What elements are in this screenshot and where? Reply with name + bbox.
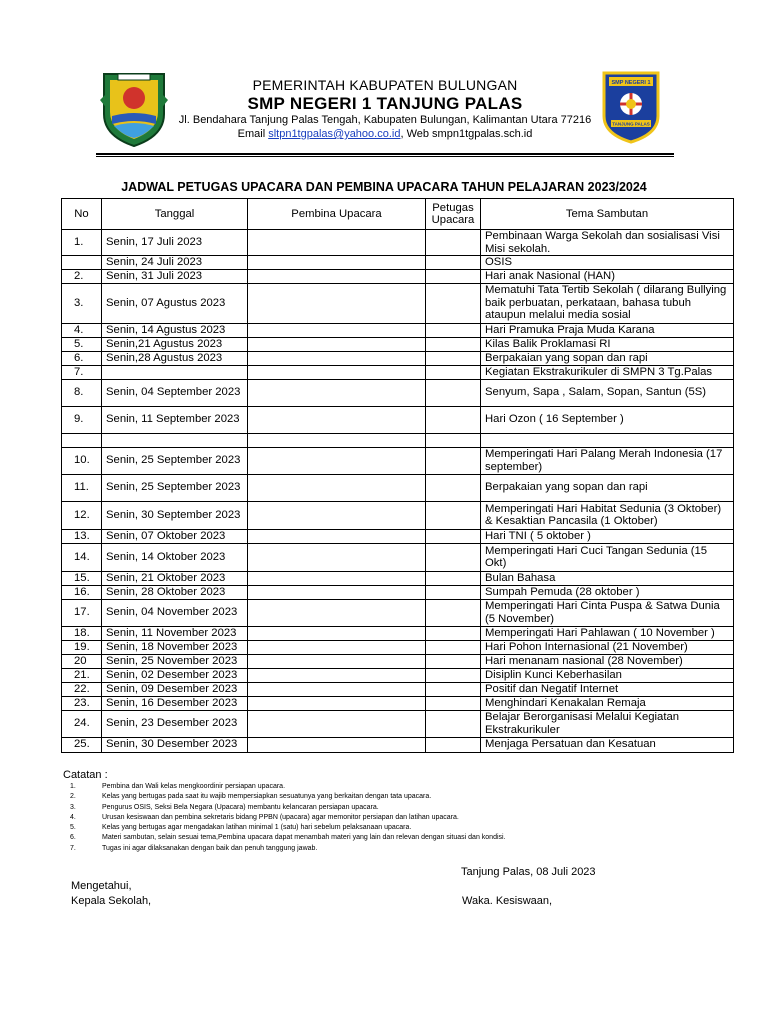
table-row [62, 256, 734, 270]
row-pembina [248, 474, 426, 501]
row-petugas [426, 406, 481, 433]
row-petugas [426, 599, 481, 626]
row-petugas [426, 379, 481, 406]
row-pembina [248, 696, 426, 710]
note-item [70, 823, 506, 833]
note-item [70, 844, 506, 854]
note-item [70, 833, 506, 843]
row-petugas [426, 529, 481, 543]
row-tanggal: Senin, 25 November 2023 [102, 654, 248, 668]
row-pembina [248, 710, 426, 737]
row-pembina [248, 668, 426, 682]
row-petugas [426, 283, 481, 323]
row-pembina [248, 501, 426, 529]
row-petugas [426, 256, 481, 270]
row-tanggal: Senin, 11 September 2023 [102, 406, 248, 433]
table-row [62, 599, 734, 626]
row-pembina [248, 447, 426, 474]
row-petugas [426, 682, 481, 696]
row-tanggal: Senin, 18 November 2023 [102, 640, 248, 654]
row-petugas [426, 351, 481, 365]
row-petugas [426, 433, 481, 447]
row-tanggal: Senin, 23 Desember 2023 [102, 710, 248, 737]
row-tanggal: Senin, 11 November 2023 [102, 626, 248, 640]
note-number: 5. [70, 824, 76, 832]
emblem-top-text: SMP NEGERI 1 [611, 80, 651, 86]
table-row [62, 323, 734, 337]
row-no: 10. [62, 447, 102, 474]
row-tema: Kegiatan Ekstrakurikuler di SMPN 3 Tg.Palas [481, 365, 734, 379]
row-petugas [426, 543, 481, 571]
row-no: 25. [62, 737, 102, 752]
row-pembina [248, 230, 426, 256]
school-contact [170, 128, 600, 140]
row-petugas [426, 230, 481, 256]
row-tema: Hari Pohon Internasional (21 November) [481, 640, 734, 654]
row-tanggal [102, 433, 248, 447]
header-divider [96, 153, 674, 155]
row-tema: Mematuhi Tata Tertib Sekolah ( dilarang Bullying baik perbuatan, perkataan, bahasa tubuh ataupun melalui media sosial [481, 283, 734, 323]
row-petugas [426, 737, 481, 752]
row-pembina [248, 379, 426, 406]
row-petugas [426, 323, 481, 337]
table-row [62, 543, 734, 571]
row-no: 24. [62, 710, 102, 737]
row-pembina [248, 365, 426, 379]
row-no: 23. [62, 696, 102, 710]
note-text: Kelas yang bertugas agar mengadakan latihan minimal 1 (satu) hari sebelum pelaksanaan upacara. [102, 824, 412, 832]
row-no: 4. [62, 323, 102, 337]
row-tanggal: Senin, 30 Desember 2023 [102, 737, 248, 752]
row-no: 20 [62, 654, 102, 668]
row-tanggal: Senin, 14 Oktober 2023 [102, 543, 248, 571]
row-no: 11. [62, 474, 102, 501]
table-row [62, 710, 734, 737]
table-row [62, 351, 734, 365]
row-tema: OSIS [481, 256, 734, 270]
table-row [62, 379, 734, 406]
row-tema: Hari Ozon ( 16 September ) [481, 406, 734, 433]
row-petugas [426, 710, 481, 737]
row-tanggal: Senin, 02 Desember 2023 [102, 668, 248, 682]
row-pembina [248, 270, 426, 284]
table-row [62, 230, 734, 256]
row-tema: Belajar Berorganisasi Melalui Kegiatan Ekstrakurikuler [481, 710, 734, 737]
row-petugas [426, 654, 481, 668]
vice-principal-label: Waka. Kesiswaan, [462, 895, 553, 907]
row-tema: Menghindari Kenakalan Remaja [481, 696, 734, 710]
acknowledge-label: Mengetahui, [71, 880, 132, 892]
table-row [62, 337, 734, 351]
row-tema: Memperingati Hari Cuci Tangan Sedunia (15 Okt) [481, 543, 734, 571]
website: , Web smpn1tgpalas.sch.id [400, 128, 533, 140]
government-name: PEMERINTAH KABUPATEN BULUNGAN [252, 77, 518, 93]
note-number: 1. [70, 783, 76, 790]
row-tema: Hari Pramuka Praja Muda Karana [481, 323, 734, 337]
note-number: 7. [70, 844, 76, 852]
row-tema: Menjaga Persatuan dan Kesatuan [481, 737, 734, 752]
row-tanggal: Senin, 17 Juli 2023 [102, 230, 248, 256]
row-petugas [426, 696, 481, 710]
row-tanggal: Senin, 04 September 2023 [102, 379, 248, 406]
header-no: No [62, 199, 102, 230]
note-number: 4. [70, 813, 76, 821]
row-petugas [426, 626, 481, 640]
row-tema: Berpakaian yang sopan dan rapi [481, 474, 734, 501]
row-pembina [248, 406, 426, 433]
row-no: 1. [62, 230, 102, 256]
row-tema: Kilas Balik Proklamasi RI [481, 337, 734, 351]
school-name: SMP NEGERI 1 TANJUNG PALAS [247, 94, 523, 113]
row-tanggal: Senin,28 Agustus 2023 [102, 351, 248, 365]
row-pembina [248, 626, 426, 640]
row-pembina [248, 351, 426, 365]
row-no: 17. [62, 599, 102, 626]
header-divider-thin [96, 156, 674, 157]
row-tema: Positif dan Negatif Internet [481, 682, 734, 696]
note-text: Materi sambutan, selain sesuai tema,Pembina upacara dapat menambah materi yang lain dan relevan dengan situasi dan kondisi. [102, 834, 506, 842]
row-tanggal: Senin, 07 Agustus 2023 [102, 283, 248, 323]
row-no: 18. [62, 626, 102, 640]
row-no: 7. [62, 365, 102, 379]
note-text: Urusan kesiswaan dan pembina sekretaris bidang PPBN (upacara) agar memonitor persiapan dan latihan upacara. [102, 813, 459, 821]
table-row [62, 571, 734, 585]
note-item [70, 792, 506, 802]
row-tema: Hari TNI ( 5 oktober ) [481, 529, 734, 543]
row-pembina [248, 640, 426, 654]
row-tanggal: Senin, 25 September 2023 [102, 474, 248, 501]
row-pembina [248, 256, 426, 270]
row-tanggal: Senin, 16 Desember 2023 [102, 696, 248, 710]
table-row [62, 654, 734, 668]
table-row [62, 626, 734, 640]
row-pembina [248, 585, 426, 599]
note-number: 6. [70, 834, 76, 842]
row-tanggal: Senin,21 Agustus 2023 [102, 337, 248, 351]
table-row [62, 433, 734, 447]
row-tanggal: Senin, 04 November 2023 [102, 599, 248, 626]
row-petugas [426, 447, 481, 474]
row-pembina [248, 543, 426, 571]
row-no: 2. [62, 270, 102, 284]
row-no [62, 433, 102, 447]
table-row [62, 270, 734, 284]
row-petugas [426, 668, 481, 682]
row-tema: Memperingati Hari Palang Merah Indonesia (17 september) [481, 447, 734, 474]
document-title: JADWAL PETUGAS UPACARA DAN PEMBINA UPACARA TAHUN PELAJARAN 2023/2024 [121, 180, 647, 194]
note-number: 2. [70, 793, 76, 801]
emblem-bottom-text: TANJUNG PALAS [612, 121, 650, 127]
row-tema: Senyum, Sapa , Salam, Sopan, Santun (5S) [481, 379, 734, 406]
row-pembina [248, 433, 426, 447]
table-row [62, 474, 734, 501]
header-tema: Tema Sambutan [481, 199, 734, 230]
row-no: 8. [62, 379, 102, 406]
row-petugas [426, 337, 481, 351]
row-pembina [248, 654, 426, 668]
row-tanggal: Senin, 07 Oktober 2023 [102, 529, 248, 543]
row-no: 3. [62, 283, 102, 323]
note-text: Tugas ini agar dilaksanakan dengan baik dan penuh tanggung jawab. [102, 844, 318, 852]
row-tema [481, 433, 734, 447]
row-petugas [426, 474, 481, 501]
table-row [62, 447, 734, 474]
notes-list [70, 782, 506, 854]
note-item [70, 813, 506, 823]
row-tema: Memperingati Hari Habitat Sedunia (3 Oktober) & Kesaktian Pancasila (1 Oktober) [481, 501, 734, 529]
row-tanggal: Senin, 24 Juli 2023 [102, 256, 248, 270]
row-tema: Bulan Bahasa [481, 571, 734, 585]
row-no: 19. [62, 640, 102, 654]
row-petugas [426, 270, 481, 284]
row-tanggal: Senin, 14 Agustus 2023 [102, 323, 248, 337]
row-petugas [426, 365, 481, 379]
row-tanggal: Senin, 30 September 2023 [102, 501, 248, 529]
row-tanggal: Senin, 28 Oktober 2023 [102, 585, 248, 599]
row-pembina [248, 599, 426, 626]
row-tanggal: Senin, 31 Juli 2023 [102, 270, 248, 284]
row-no: 6. [62, 351, 102, 365]
row-pembina [248, 529, 426, 543]
row-no: 16. [62, 585, 102, 599]
row-tema: Disiplin Kunci Keberhasilan [481, 668, 734, 682]
notes-title: Catatan : [63, 769, 108, 781]
table-row [62, 668, 734, 682]
table-row [62, 696, 734, 710]
table-row [62, 737, 734, 752]
header-tanggal: Tanggal [102, 199, 248, 230]
row-tema: Pembinaan Warga Sekolah dan sosialisasi Visi Misi sekolah. [481, 230, 734, 256]
note-text: Pengurus OSIS, Seksi Bela Negara (Upacara) membantu kelancaran persiapan upacara. [102, 803, 379, 811]
email-label: Email [237, 128, 269, 140]
row-pembina [248, 571, 426, 585]
row-tanggal [102, 365, 248, 379]
row-no: 9. [62, 406, 102, 433]
table-body [62, 230, 734, 753]
row-pembina [248, 323, 426, 337]
row-tanggal: Senin, 21 Oktober 2023 [102, 571, 248, 585]
row-tema: Hari anak Nasional (HAN) [481, 270, 734, 284]
row-no: 21. [62, 668, 102, 682]
bulungan-regency-emblem [98, 70, 170, 148]
row-no: 14. [62, 543, 102, 571]
table-row [62, 682, 734, 696]
row-petugas [426, 640, 481, 654]
row-tema: Hari menanam nasional (28 November) [481, 654, 734, 668]
principal-label: Kepala Sekolah, [71, 895, 152, 907]
row-tema: Memperingati Hari Pahlawan ( 10 November ) [481, 626, 734, 640]
note-text: Pembina dan Wali kelas mengkoordinir persiapan upacara. [102, 783, 286, 790]
row-no: 13. [62, 529, 102, 543]
school-address: Jl. Bendahara Tanjung Palas Tengah, Kabupaten Bulungan, Kalimantan Utara 77216 [178, 114, 592, 126]
note-item [70, 803, 506, 813]
row-tema: Memperingati Hari Cinta Puspa & Satwa Dunia (5 November) [481, 599, 734, 626]
row-pembina [248, 337, 426, 351]
table-row [62, 406, 734, 433]
table-row [62, 365, 734, 379]
row-petugas [426, 571, 481, 585]
row-no: 15. [62, 571, 102, 585]
row-pembina [248, 737, 426, 752]
row-tema: Berpakaian yang sopan dan rapi [481, 351, 734, 365]
row-tema: Sumpah Pemuda (28 oktober ) [481, 585, 734, 599]
table-row [62, 501, 734, 529]
table-row [62, 529, 734, 543]
schedule-table [61, 198, 734, 753]
row-tanggal: Senin, 09 Desember 2023 [102, 682, 248, 696]
note-number: 3. [70, 803, 76, 811]
row-no: 5. [62, 337, 102, 351]
row-no: 22. [62, 682, 102, 696]
email-link[interactable]: sltpn1tgpalas@yahoo.co.id [268, 128, 401, 140]
row-no: 12. [62, 501, 102, 529]
row-pembina [248, 682, 426, 696]
table-row [62, 640, 734, 654]
school-emblem [601, 70, 661, 144]
row-no [62, 256, 102, 270]
place-date: Tanjung Palas, 08 Juli 2023 [461, 866, 596, 878]
row-tanggal: Senin, 25 September 2023 [102, 447, 248, 474]
table-row [62, 585, 734, 599]
header-petugas: Petugas Upacara [426, 199, 481, 230]
row-petugas [426, 501, 481, 529]
table-row [62, 283, 734, 323]
table-header-row [62, 199, 734, 230]
header-pembina: Pembina Upacara [248, 199, 426, 230]
row-petugas [426, 585, 481, 599]
note-text: Kelas yang bertugas pada saat itu wajib mempersiapkan sesuatunya yang berkaitan dengan tata upacara. [102, 793, 432, 801]
row-pembina [248, 283, 426, 323]
note-item [70, 782, 506, 792]
